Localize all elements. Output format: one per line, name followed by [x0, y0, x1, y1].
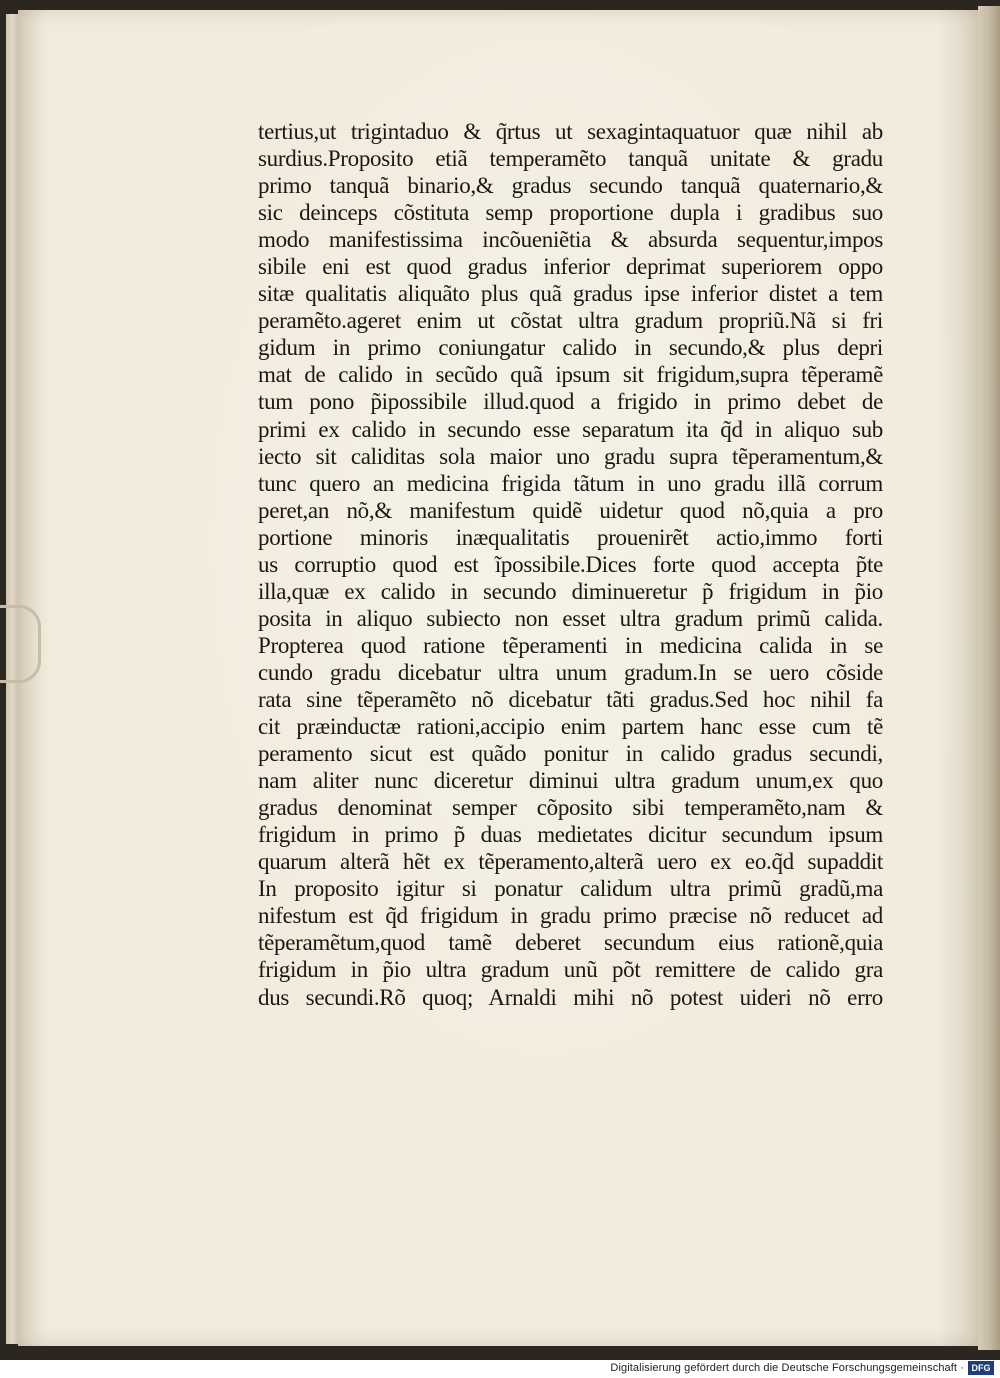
text-line: nifestum est q̃d frigidum in gradu primo præcise nõ reducet ad — [258, 903, 883, 929]
text-line: frigidum in primo p̃ duas medietates dicitur secundum ipsum — [258, 822, 883, 848]
text-line: gidum in primo coniungatur calido in secundo,& plus depri — [258, 335, 883, 361]
dfg-logo: DFG — [968, 1361, 994, 1375]
text-line: peret,an nõ,& manifestum quidẽ uidetur quod nõ,quia a pro — [258, 497, 883, 523]
text-line: surdius.Proposito etiã temperamẽto tanquã unitate & gradu — [258, 146, 883, 172]
text-line: tum pono p̃ipossibile illud.quod a frigido in primo debet de — [258, 389, 883, 415]
digitization-credit: Digitalisierung gefördert durch die Deutsche Forschungsgemeinschaft · — [610, 1362, 964, 1374]
text-line: cit præinductæ rationi,accipio enim partem hanc esse cum tẽ — [258, 714, 883, 740]
text-line: rata sine tẽperamẽto nõ dicebatur tãti gradus.Sed hoc nihil fa — [258, 686, 883, 712]
page-stack-edge — [978, 6, 1000, 1350]
text-line: cundo gradu dicebatur ultra unum gradum.In se uero cõside — [258, 659, 883, 685]
text-line: posita in aliquo subiecto non esset ultra gradum primũ calida. — [258, 605, 883, 631]
text-line: modo manifestissima incõueniẽtia & absurda sequentur,impos — [258, 227, 883, 253]
text-line: sic deinceps cõstituta semp proportione dupla i gradibus suo — [258, 200, 883, 226]
page-clip — [0, 605, 41, 683]
text-line: nam aliter nunc diceretur diminui ultra gradum unum,ex quo — [258, 768, 883, 794]
text-line: tertius,ut trigintaduo & q̃rtus ut sexagintaquatuor quæ nihil ab — [258, 119, 883, 144]
text-line: frigidum in p̃io ultra gradum unũ põt remittere de calido gra — [258, 957, 883, 983]
text-line: quarum alterã hẽt ex tẽperamento,alterã uero ex eo.q̃d supaddit — [258, 849, 883, 875]
text-line: mat de calido in secũdo quã ipsum sit frigidum,supra tẽperamẽ — [258, 362, 883, 388]
text-line: us corruptio quod est ĩpossibile.Dices forte quod accepta p̃te — [258, 551, 883, 577]
text-line: iecto sit caliditas sola maior uno gradu supra tẽperamentum,& — [258, 443, 883, 469]
text-line: tunc quero an medicina frigida tãtum in uno gradu illã corrum — [258, 470, 883, 496]
text-line: primi ex calido in secundo esse separatum ita q̃d in aliquo sub — [258, 416, 883, 442]
text-line: peramento sicut est quãdo ponitur in calido gradus secundi, — [258, 741, 883, 767]
body-text — [258, 118, 883, 1011]
text-line: portione minoris inæqualitatis prouenirẽt actio,immo forti — [258, 524, 883, 550]
text-line: sibile eni est quod gradus inferior deprimat superiorem oppo — [258, 254, 883, 280]
text-line: sitæ qualitatis aliquãto plus quã gradus ipse inferior distet a tem — [258, 281, 883, 307]
text-line: tẽperamẽtum,quod tamẽ deberet secundum eius rationẽ,quia — [258, 930, 883, 956]
text-line: gradus denominat semper cõposito sibi temperamẽto,nam & — [258, 795, 883, 821]
text-line: peramẽto.ageret enim ut cõstat ultra gradum propriũ.Nã si fri — [258, 308, 883, 334]
text-line: In proposito igitur si ponatur calidum ultra primũ gradũ,ma — [258, 876, 883, 902]
text-line: illa,quæ ex calido in secundo diminueretur p̃ frigidum in p̃io — [258, 578, 883, 604]
text-line: primo tanquã binario,& gradus secundo tanquã quaternario,& — [258, 173, 883, 199]
text-line: Propterea quod ratione tẽperamenti in medicina calida in se — [258, 632, 883, 658]
text-line: dus secundi.Rõ quoq; Arnaldi mihi nõ potest uideri nõ erro — [258, 984, 883, 1010]
